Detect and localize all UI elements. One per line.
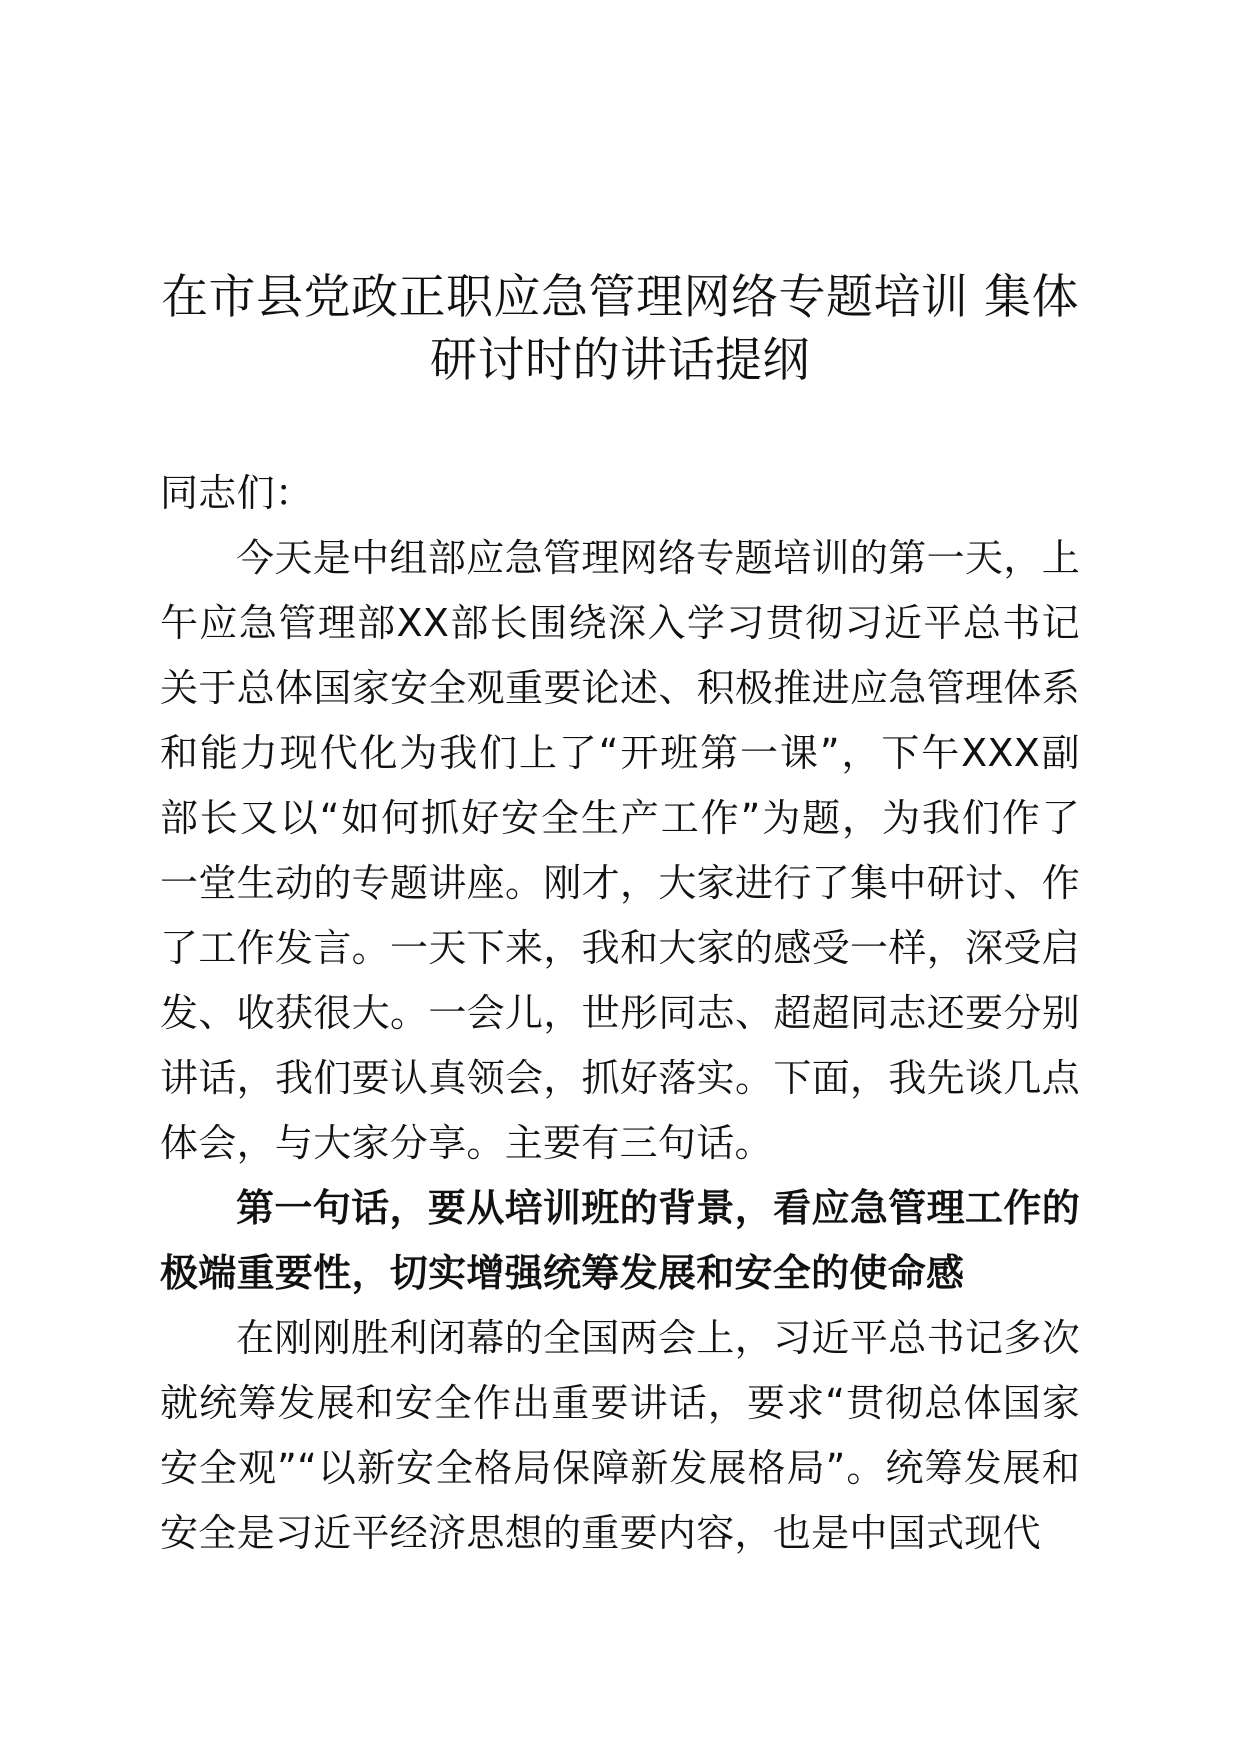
- paragraph-first-point: 在刚刚胜利闭幕的全国两会上，习近平总书记多次就统筹发展和安全作出重要讲话，要求“贯彻总体国家安全观”“以新安全格局保障新发展格局”。统筹发展和安全是习近平经济思想的重要内容，也是中国式现代: [160, 1316, 1080, 1555]
- section-heading-first-point: 第一句话，要从培训班的背景，看应急管理工作的极端重要性，切实增强统筹发展和安全的使命感: [160, 1186, 1080, 1295]
- document-body: [160, 461, 1080, 1566]
- salutation: 同志们：: [160, 471, 314, 515]
- document-title: 在市县党政正职应急管理网络专题培训 集体研讨时的讲话提纲: [161, 270, 1079, 388]
- paragraph-intro: 今天是中组部应急管理网络专题培训的第一天，上午应急管理部XX部长围绕深入学习贯彻习近平总书记关于总体国家安全观重要论述、积极推进应急管理体系和能力现代化为我们上了“开班第一课”，下午XXX副部长又以“如何抓好安全生产工作”为题，为我们作了一堂生动的专题讲座。刚才，大家进行了集中研讨、作了工作发言。一天下来，我和大家的感受一样，深受启发、收获很大。一会儿，世彤同志、超超同志还要分别讲话，我们要认真领会，抓好落实。下面，我先谈几点体会，与大家分享。主要有三句话。: [160, 536, 1080, 1165]
